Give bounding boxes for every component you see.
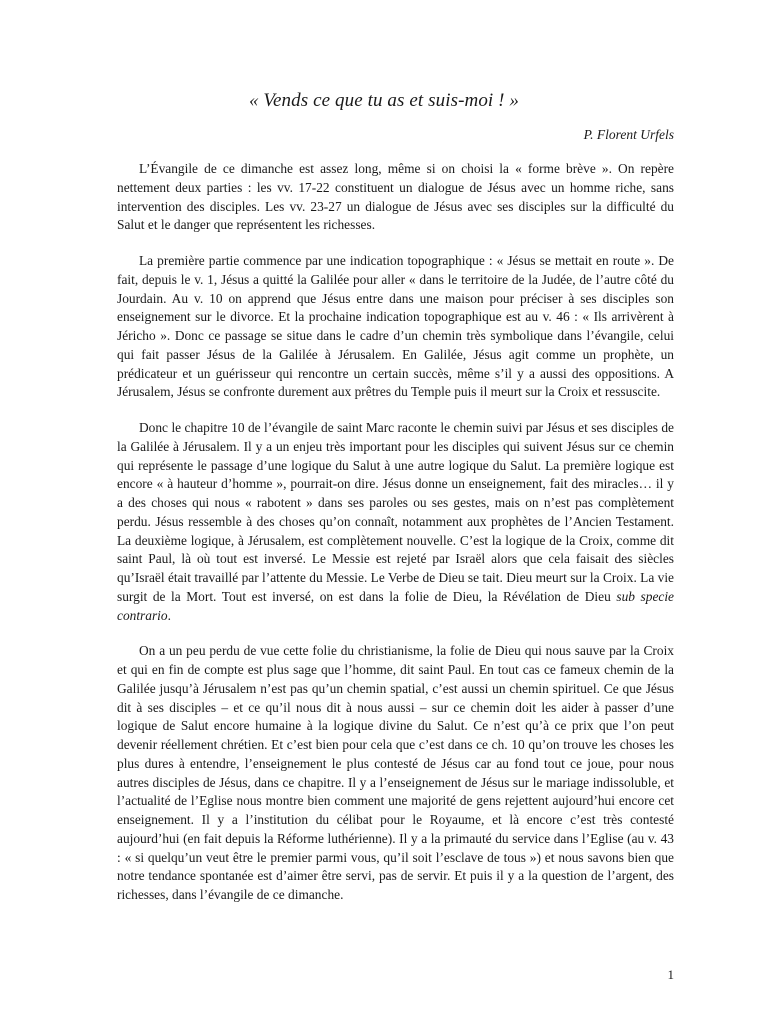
paragraph-2: La première partie commence par une indication topographique : « Jésus se mettait en route ». De fait, depuis le v. 1, Jésus a quitté la Galilée pour aller « dans le territoire de la Judée, de l’autre côté du Jourdain. Au v. 10 on apprend que Jésus entre dans une maison pour préciser à ses disciples son enseignement sur le divorce. Et la prochaine indication topographique est au v. 46 : « Ils arrivèrent à Jéricho ». Donc ce passage se situe dans le cadre d’un chemin très symbolique dans l’évangile, celui qui fait passer Jésus de la Galilée à Jérusalem. En Galilée, Jésus agit comme un prophète, un prédicateur et un guérisseur qui rencontre un certain succès, même s’il y a aussi des oppositions. A Jérusalem, Jésus se confronte durement aux prêtres du Temple puis il meurt sur la Croix et ressuscite.	[117, 253, 674, 400]
paragraph-4: On a un peu perdu de vue cette folie du christianisme, la folie de Dieu qui nous sauve par la Croix et qui en fin de compte est plus sage que l’homme, dit saint Paul. En tout cas ce fameux chemin de la Galilée jusqu’à Jérusalem n’est pas qu’un chemin spatial, c’est aussi un chemin spirituel. Ce que Jésus dit à ses disciples – et ce qu’il nous dit à nous aussi – sur ce chemin doit les aider à passer d’une logique de Salut encore humaine à la logique divine du Salut. Ce n’est qu’à ce prix que l’on peut devenir réellement chrétien. Et c’est bien pour cela que c’est dans ce ch. 10 qu’on trouve les choses les plus dures à entendre, l’enseignement le plus contesté de Jésus car au fond tout ce joue, pour nous autres disciples de Jésus, dans ce chapitre. Il y a l’enseignement de Jésus sur le mariage indissoluble, et l’actualité de l’Eglise nous montre bien comment une majorité de gens rejettent aujourd’hui encore cet enseignement. Il y a l’institution du célibat pour le Royaume, et là encore c’est très contesté aujourd’hui (en fait depuis la Réforme luthérienne). Il y a la primauté du service dans l’Eglise (au v. 43 : « si quelqu’un veut être le premier parmi vous, qu’il soit l’esclave de tous ») et nous savons bien que notre tendance spontanée est d’aimer être servi, pas de servir. Et puis il y a la question de l’argent, des richesses, dans l’évangile de ce dimanche.	[117, 643, 674, 902]
paragraph-3	[117, 419, 674, 625]
author-name: P. Florent Urfels	[583, 127, 674, 142]
paragraph-3-text: Donc le chapitre 10 de l’évangile de saint Marc raconte le chemin suivi par Jésus et ses disciples de la Galilée à Jérusalem. Il y a un enjeu très important pour les disciples qui suivent Jésus sur ce chemin qui représente le passage d’une logique du Salut à une autre logique du Salut. La première logique est encore « à hauteur d’homme », pourrait-on dire. Jésus donne un enseignement, fait des miracles… il y a des choses qui nous « rabotent » dans ses paroles ou ses gestes, mais on n’est pas complètement perdu. Jésus ressemble à des choses qu’on connaît, notamment aux prophètes de l’Ancien Testament. La deuxième logique, à Jérusalem, est complètement nouvelle. C’est la logique de la Croix, comme dit saint Paul, là où tout est inversé. Le Messie est rejeté par Israël alors que cela faisait des siècles qu’Israël était travaillé par l’attente du Messie. Le Verbe de Dieu se tait. Dieu meurt sur la Croix. La vie surgit de la Mort. Tout est inversé, on est dans la folie de Dieu, la Révélation de Dieu	[117, 420, 674, 604]
paragraph-3-italic-phrase: sub specie contrario	[117, 588, 674, 623]
document-body	[117, 160, 674, 922]
page-number: 1	[667, 967, 674, 982]
paragraph-3-tail: .	[167, 607, 171, 623]
document-title: « Vends ce que tu as et suis-moi ! »	[248, 90, 520, 111]
paragraph-1: L’Évangile de ce dimanche est assez long, même si on choisi la « forme brève ». On repère nettement deux parties : les vv. 17-22 constituent un dialogue de Jésus avec un homme riche, sans intervention des disciples. Les vv. 23-27 un dialogue de Jésus avec ses disciples sur la difficulté du Salut et le danger que représentent les richesses.	[117, 161, 674, 233]
